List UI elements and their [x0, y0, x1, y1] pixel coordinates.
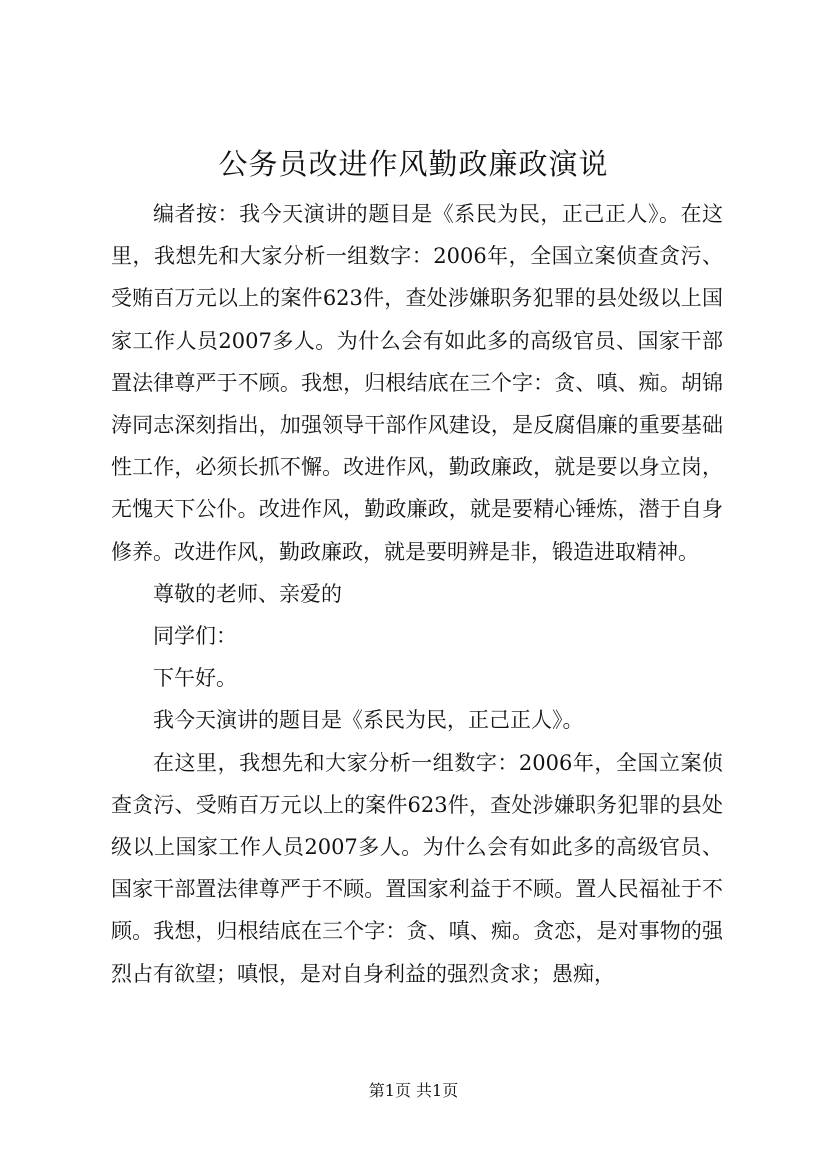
- paragraph-salutation: 尊敬的老师、亲爱的: [153, 581, 342, 606]
- paragraph-salutation-students: 同学们：: [153, 624, 237, 649]
- page-footer: [0, 1080, 827, 1102]
- paragraph-greeting: 下午好。: [153, 666, 237, 691]
- paragraph-editor-note: 编者按：我今天演讲的题目是《系民为民，正己正人》。在这里，我想先和大家分析一组数字：2006年，全国立案侦查贪污、受贿百万元以上的案件623件，查处涉嫌职务犯罪的县处级以上国家工作人员2007多人。为什么会有如此多的高级官员、国家干部置法律尊严于不顾。我想，归根结底在三个字：贪、嗔、痴。胡锦涛同志深刻指出，加强领导干部作风建设，是反腐倡廉的重要基础性工作，必须长抓不懈。改进作风，勤政廉政，就是要以身立岗，无愧天下公仆。改进作风，勤政廉政，就是要精心锤炼，潜于自身修养。改进作风，勤政廉政，就是要明辨是非，锻造进取精神。: [111, 202, 723, 564]
- paragraph-analysis: 在这里，我想先和大家分析一组数字：2006年，全国立案侦查贪污、受贿百万元以上的案件623件，查处涉嫌职务犯罪的县处级以上国家工作人员2007多人。为什么会有如此多的高级官员、国家干部置法律尊严于不顾。置国家利益于不顾。置人民福祉于不顾。我想，归根结底在三个字：贪、嗔、痴。贪恋，是对事物的强烈占有欲望；嗔恨，是对自身利益的强烈贪求；愚痴，: [111, 750, 723, 986]
- document-title: 公务员改进作风勤政廉政演说: [218, 147, 609, 181]
- document-body: [111, 193, 723, 995]
- paragraph-topic: 我今天演讲的题目是《系民为民，正己正人》。: [153, 708, 584, 733]
- page-number-label: 第1页 共1页: [368, 1081, 459, 1100]
